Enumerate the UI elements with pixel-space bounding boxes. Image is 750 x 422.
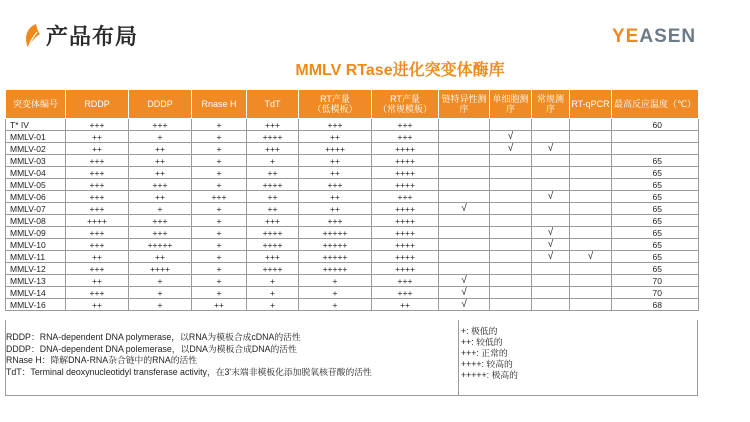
- column-header: RT-qPCR: [570, 90, 612, 119]
- table-cell: ++++: [372, 215, 439, 227]
- table-cell: [490, 275, 532, 287]
- table-cell: [570, 167, 612, 179]
- table-cell: [532, 287, 570, 299]
- table-cell: ++: [129, 251, 192, 263]
- table-cell: [490, 203, 532, 215]
- table-cell: +: [129, 131, 192, 143]
- table-cell: +: [192, 227, 247, 239]
- table-cell: [490, 251, 532, 263]
- table-cell: [570, 227, 612, 239]
- table-cell: [490, 191, 532, 203]
- table-cell: [532, 167, 570, 179]
- table-cell: √: [532, 251, 570, 263]
- table-cell: 65: [612, 191, 699, 203]
- table-cell: [570, 215, 612, 227]
- table-cell: ++++: [372, 143, 439, 155]
- table-cell: [439, 179, 490, 191]
- table-row: [6, 167, 699, 179]
- table-cell: +: [129, 299, 192, 311]
- table-cell: [570, 155, 612, 167]
- table-row: [6, 191, 699, 203]
- table-cell: √: [532, 239, 570, 251]
- table-cell: +: [129, 203, 192, 215]
- table-cell: 65: [612, 167, 699, 179]
- table-row: [6, 131, 699, 143]
- table-cell: +++: [129, 119, 192, 131]
- table-cell: +: [247, 155, 299, 167]
- table-cell: ++++: [372, 263, 439, 275]
- table-row: [6, 263, 699, 275]
- notes-divider: [458, 320, 459, 396]
- table-cell: √: [439, 287, 490, 299]
- table-cell: [532, 131, 570, 143]
- table-cell: +++: [66, 227, 129, 239]
- table-cell: ++++: [247, 263, 299, 275]
- column-header: 常规测序: [532, 90, 570, 119]
- table-cell: ++++: [372, 203, 439, 215]
- table-cell: [532, 299, 570, 311]
- table-cell: [532, 179, 570, 191]
- table-cell: [439, 191, 490, 203]
- table-cell: +: [299, 299, 372, 311]
- table-cell: [439, 239, 490, 251]
- definition-item: TdT：Terminal deoxynucleotidyl transferase activity，在3'末端非模板化添加脱氧核苷酸的活性: [6, 366, 372, 377]
- table-cell: [612, 131, 699, 143]
- table-cell: 65: [612, 239, 699, 251]
- table-cell: 65: [612, 227, 699, 239]
- table-cell: 60: [612, 119, 699, 131]
- table-cell: +++: [372, 275, 439, 287]
- table-row: [6, 251, 699, 263]
- table-cell: 70: [612, 275, 699, 287]
- definition-item: RNase H：降解DNA-RNA杂合链中的RNA的活性: [6, 355, 198, 365]
- table-cell: ++: [129, 191, 192, 203]
- column-header: 单细胞测序: [490, 90, 532, 119]
- mutant-library-table: [5, 89, 698, 311]
- table-cell: [490, 167, 532, 179]
- column-header: 最高反应温度（℃）: [612, 90, 699, 119]
- table-cell: ++++: [372, 179, 439, 191]
- table-cell: 65: [612, 263, 699, 275]
- mutant-name-cell: MMLV-05: [6, 179, 66, 191]
- table-row: [6, 155, 699, 167]
- table-cell: [570, 143, 612, 155]
- table-cell: 65: [612, 251, 699, 263]
- table-cell: 65: [612, 179, 699, 191]
- table-row: [6, 299, 699, 311]
- table-cell: +: [192, 287, 247, 299]
- table-cell: 65: [612, 203, 699, 215]
- table-cell: +++: [66, 287, 129, 299]
- table-cell: +: [192, 167, 247, 179]
- table-cell: ++: [372, 299, 439, 311]
- table-cell: ++: [247, 167, 299, 179]
- column-header: Rnase H: [192, 90, 247, 119]
- table-cell: +++++: [299, 227, 372, 239]
- table-cell: +++: [247, 215, 299, 227]
- column-header: 链特异性测序: [439, 90, 490, 119]
- table-cell: ++++: [247, 239, 299, 251]
- table-cell: +++: [247, 143, 299, 155]
- table-row: [6, 275, 699, 287]
- table-header-row: [6, 90, 699, 119]
- table-cell: ++++: [247, 227, 299, 239]
- table-cell: [570, 275, 612, 287]
- legend-item: ++++: 较高的: [461, 359, 513, 369]
- table-cell: +++: [192, 191, 247, 203]
- table-cell: +: [192, 131, 247, 143]
- mutant-name-cell: MMLV-12: [6, 263, 66, 275]
- table-cell: ++: [299, 131, 372, 143]
- table-cell: +: [299, 275, 372, 287]
- table-cell: [532, 119, 570, 131]
- table-cell: [439, 119, 490, 131]
- table-cell: ++: [129, 143, 192, 155]
- table-cell: +++: [66, 119, 129, 131]
- table-row: [6, 239, 699, 251]
- table-cell: +: [192, 203, 247, 215]
- table-cell: √: [439, 275, 490, 287]
- table-cell: ++: [247, 203, 299, 215]
- table-cell: +++: [129, 215, 192, 227]
- mutant-name-cell: MMLV-06: [6, 191, 66, 203]
- slide-subtitle: MMLV RTase进化突变体酶库: [295, 62, 505, 79]
- table-cell: +++: [66, 203, 129, 215]
- table-cell: ++++: [247, 131, 299, 143]
- table-body: [6, 119, 699, 311]
- column-header: RT产量 （常规模板）: [372, 90, 439, 119]
- table-cell: √: [532, 191, 570, 203]
- table-cell: ++++: [372, 227, 439, 239]
- table-cell: +++: [299, 215, 372, 227]
- table-cell: ++++: [372, 251, 439, 263]
- mutant-name-cell: T* IV: [6, 119, 66, 131]
- legend-item: ++: 较低的: [461, 337, 503, 347]
- table-cell: +: [192, 251, 247, 263]
- table-row: [6, 215, 699, 227]
- table-cell: +++: [66, 155, 129, 167]
- orange-leaf-icon: [22, 22, 42, 50]
- table-cell: +++: [66, 263, 129, 275]
- header: [0, 0, 750, 80]
- table-cell: ++++: [372, 239, 439, 251]
- table-cell: ++: [129, 167, 192, 179]
- table-cell: [570, 239, 612, 251]
- table-cell: ++: [129, 155, 192, 167]
- mutant-name-cell: MMLV-09: [6, 227, 66, 239]
- table-cell: √: [490, 131, 532, 143]
- table-cell: +: [247, 287, 299, 299]
- table-row: [6, 287, 699, 299]
- column-header: RDDP: [66, 90, 129, 119]
- table-cell: +++: [372, 119, 439, 131]
- table-cell: +: [192, 263, 247, 275]
- table-cell: [439, 167, 490, 179]
- table-cell: [490, 299, 532, 311]
- table-cell: [532, 155, 570, 167]
- table-cell: ++: [66, 131, 129, 143]
- table-cell: 68: [612, 299, 699, 311]
- column-header: TdT: [247, 90, 299, 119]
- table-cell: +: [192, 275, 247, 287]
- table-cell: +++: [372, 287, 439, 299]
- legend-list: [461, 326, 518, 381]
- logo-ye: YE: [612, 26, 640, 47]
- table-cell: [439, 263, 490, 275]
- mutant-name-cell: MMLV-08: [6, 215, 66, 227]
- table-cell: [532, 275, 570, 287]
- table-cell: +++++: [299, 251, 372, 263]
- legend-item: +: 极低的: [461, 326, 498, 336]
- table-cell: ++: [66, 143, 129, 155]
- table-cell: [439, 215, 490, 227]
- table-cell: ++++: [372, 167, 439, 179]
- table-cell: +++: [129, 227, 192, 239]
- table-cell: ++: [299, 167, 372, 179]
- table-cell: [490, 155, 532, 167]
- table-cell: ++: [299, 191, 372, 203]
- table-cell: +++: [247, 251, 299, 263]
- table-cell: +: [192, 179, 247, 191]
- table-cell: +: [192, 119, 247, 131]
- table-cell: [439, 251, 490, 263]
- table-cell: 70: [612, 287, 699, 299]
- definition-list: [6, 332, 372, 378]
- table-cell: √: [490, 143, 532, 155]
- table-cell: [490, 227, 532, 239]
- table-cell: +++: [66, 191, 129, 203]
- mutant-name-cell: MMLV-04: [6, 167, 66, 179]
- table-cell: +: [192, 239, 247, 251]
- table-cell: +: [247, 299, 299, 311]
- table-cell: +: [299, 287, 372, 299]
- mutant-name-cell: MMLV-16: [6, 299, 66, 311]
- table-cell: [490, 239, 532, 251]
- table-cell: [570, 203, 612, 215]
- table-cell: √: [439, 203, 490, 215]
- table-cell: [570, 299, 612, 311]
- mutant-name-cell: MMLV-11: [6, 251, 66, 263]
- table-cell: ++++: [247, 179, 299, 191]
- table-cell: [439, 131, 490, 143]
- table-cell: [570, 287, 612, 299]
- table-cell: +++++: [299, 263, 372, 275]
- table-cell: +++: [66, 167, 129, 179]
- table-cell: +: [247, 275, 299, 287]
- mutant-name-cell: MMLV-07: [6, 203, 66, 215]
- table-cell: +: [129, 287, 192, 299]
- yeasen-logo: [612, 26, 696, 48]
- table-cell: [570, 179, 612, 191]
- table-cell: [570, 131, 612, 143]
- table-cell: [532, 263, 570, 275]
- table-cell: [490, 179, 532, 191]
- table-cell: [439, 143, 490, 155]
- table-cell: +++: [372, 191, 439, 203]
- table-cell: +++++: [299, 239, 372, 251]
- page-title: 产品布局: [46, 24, 139, 49]
- table-cell: [532, 215, 570, 227]
- table-cell: √: [532, 143, 570, 155]
- legend-item: +++: 正常的: [461, 348, 508, 358]
- column-header: RT产量 （低模板）: [299, 90, 372, 119]
- table-cell: ++: [66, 275, 129, 287]
- table-cell: [439, 227, 490, 239]
- table-cell: +++: [247, 119, 299, 131]
- table-cell: √: [570, 251, 612, 263]
- notes-panel: [5, 320, 698, 396]
- logo-rest: ASEN: [639, 26, 697, 47]
- table-cell: ++: [299, 155, 372, 167]
- table-cell: √: [439, 299, 490, 311]
- mutant-name-cell: MMLV-01: [6, 131, 66, 143]
- table-cell: ++++: [372, 155, 439, 167]
- table-cell: +++: [299, 119, 372, 131]
- table-cell: ++: [66, 299, 129, 311]
- table-cell: [490, 287, 532, 299]
- table-cell: ++++: [299, 143, 372, 155]
- table-cell: ++: [299, 203, 372, 215]
- table-row: [6, 227, 699, 239]
- mutant-name-cell: MMLV-02: [6, 143, 66, 155]
- table-row: [6, 119, 699, 131]
- mutant-name-cell: MMLV-03: [6, 155, 66, 167]
- table-cell: ++: [192, 299, 247, 311]
- mutant-name-cell: MMLV-10: [6, 239, 66, 251]
- column-header: 突变体编号: [6, 90, 66, 119]
- definition-item: DDDP：DNA-dependent DNA polemerase，以DNA为模板合成DNA的活性: [6, 343, 297, 354]
- table-cell: [439, 155, 490, 167]
- table-cell: [570, 191, 612, 203]
- table-cell: +++: [372, 131, 439, 143]
- table-cell: +++: [66, 239, 129, 251]
- table-cell: [490, 119, 532, 131]
- table-cell: +++: [299, 179, 372, 191]
- table-cell: √: [532, 227, 570, 239]
- table-cell: +++++: [129, 239, 192, 251]
- table-cell: 65: [612, 215, 699, 227]
- table-cell: [570, 119, 612, 131]
- table-cell: [612, 143, 699, 155]
- table-cell: +: [192, 155, 247, 167]
- table-cell: [532, 203, 570, 215]
- table-cell: ++: [247, 191, 299, 203]
- mutant-name-cell: MMLV-14: [6, 287, 66, 299]
- table-cell: ++++: [66, 215, 129, 227]
- table-cell: +: [192, 215, 247, 227]
- table-row: [6, 143, 699, 155]
- table-cell: +++: [129, 179, 192, 191]
- definition-item: RDDP：RNA-dependent DNA polymerase，以RNA为模板合成cDNA的活性: [6, 332, 301, 342]
- table-cell: +: [129, 275, 192, 287]
- table-row: [6, 203, 699, 215]
- table-cell: [570, 263, 612, 275]
- table-cell: ++++: [129, 263, 192, 275]
- table-cell: +++: [66, 179, 129, 191]
- table-cell: ++: [66, 251, 129, 263]
- table-cell: [490, 263, 532, 275]
- table-cell: +: [192, 143, 247, 155]
- legend-item: +++++: 极高的: [461, 370, 518, 380]
- table-cell: [490, 215, 532, 227]
- table-row: [6, 179, 699, 191]
- table-cell: 65: [612, 155, 699, 167]
- column-header: DDDP: [129, 90, 192, 119]
- mutant-name-cell: MMLV-13: [6, 275, 66, 287]
